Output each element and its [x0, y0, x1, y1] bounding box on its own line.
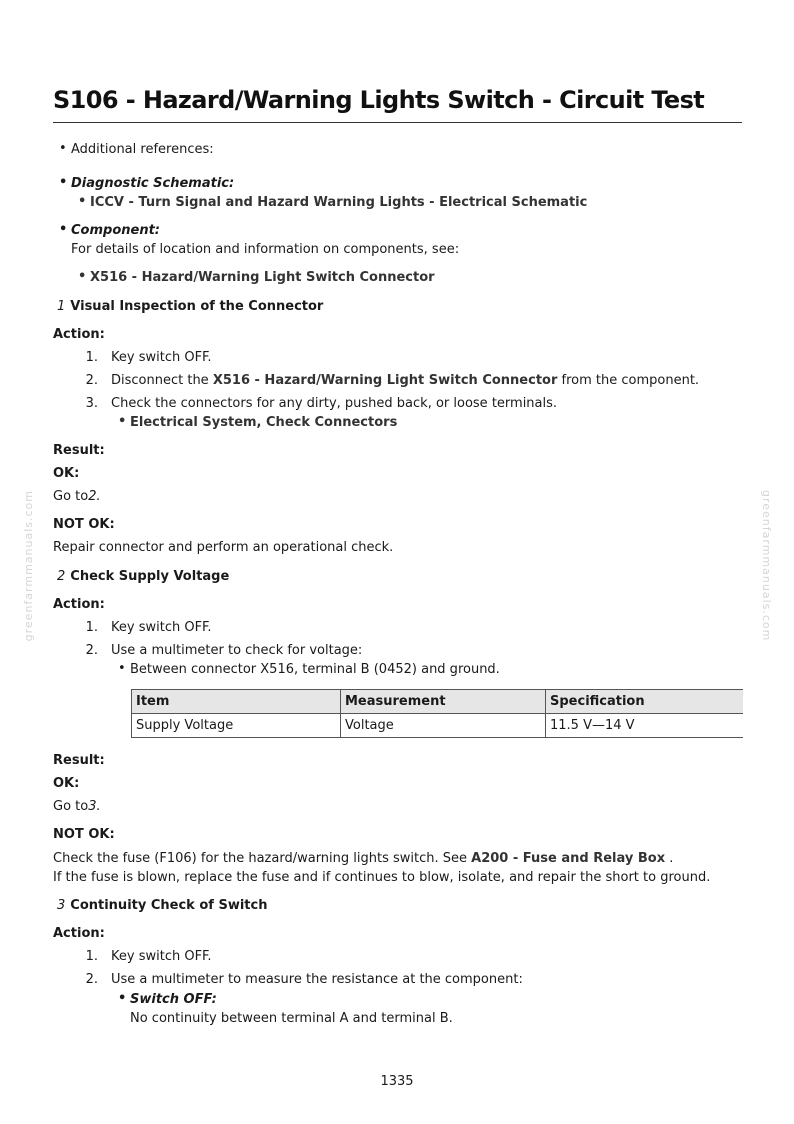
page-title: S106 - Hazard/Warning Lights Switch - Circuit Test [53, 86, 705, 114]
step-1-item-1: Key switch OFF. [111, 350, 212, 365]
step-2-item-1-number: 1. [85, 620, 98, 635]
table-cell: Voltage [341, 714, 546, 738]
fuse-relay-box-link[interactable]: A200 - Fuse and Relay Box [471, 851, 666, 866]
additional-references: • Additional references: [71, 142, 214, 157]
step-1-heading [57, 299, 323, 314]
table-cell: Supply Voltage [132, 714, 341, 738]
document-page [53, 0, 742, 1124]
step-1-notok-label: NOT OK: [53, 517, 115, 532]
step-2-number: 2 [57, 569, 66, 584]
watermark-right: greenfarmmanuals.com [760, 490, 773, 642]
step-2-notok-pre: Check the fuse (F106) for the hazard/warning lights switch. See [53, 851, 472, 866]
table-header-cell: Measurement [341, 690, 546, 714]
step-1-item-1-number: 1. [85, 350, 98, 365]
step-1-item-3-number: 3. [85, 396, 98, 411]
step-1-ok-text [53, 489, 101, 504]
step-2-ok-text [53, 799, 101, 814]
step-2-item-2: Use a multimeter to check for voltage: [111, 643, 363, 658]
step-1-item-2 [111, 373, 699, 388]
step-1-action-label: Action: [53, 327, 105, 342]
step-2-notok-label: NOT OK: [53, 827, 115, 842]
component-link[interactable]: • X516 - Hazard/Warning Light Switch Connector [90, 270, 435, 285]
page-number: 1335 [380, 1074, 414, 1089]
switch-off-text: No continuity between terminal A and terminal B. [130, 1011, 453, 1026]
component-text: For details of location and information on components, see: [71, 242, 460, 257]
step-1-title: Visual Inspection of the Connector [70, 299, 324, 314]
step-2-item-2-sub: • Between connector X516, terminal B (0452) and ground. [130, 662, 500, 677]
step-2-notok-line-2: If the fuse is blown, replace the fuse and if continues to blow, isolate, and repair the short to ground. [53, 870, 711, 885]
step-2-title: Check Supply Voltage [70, 569, 230, 584]
step-2-notok-post: . [665, 851, 674, 866]
step-3-item-2: Use a multimeter to measure the resistance at the component: [111, 972, 523, 987]
step-2-ok-label: OK: [53, 776, 80, 791]
step-3-item-1: Key switch OFF. [111, 949, 212, 964]
table-header-cell: Item [132, 690, 341, 714]
step-1-item-2-number: 2. [85, 373, 98, 388]
switch-off-heading: • Switch OFF: [130, 992, 217, 1007]
step-1-result-label: Result: [53, 443, 105, 458]
specification-table [131, 689, 743, 738]
step-3-number: 3 [57, 898, 66, 913]
step-3-item-2-number: 2. [85, 972, 98, 987]
table-cell: 11.5 V—14 V [546, 714, 744, 738]
component-heading: • Component: [71, 223, 160, 238]
step-2-item-1: Key switch OFF. [111, 620, 212, 635]
check-connectors-link[interactable]: • Electrical System, Check Connectors [130, 415, 397, 430]
watermark-left: greenfarmmanuals.com [22, 490, 35, 642]
step-1-notok-text: Repair connector and perform an operational check. [53, 540, 394, 555]
step-2-heading [57, 569, 229, 584]
step-1-ok-pre: Go to [53, 489, 89, 504]
step-2-ok-ref[interactable]: 3. [88, 799, 101, 814]
step-3-heading [57, 898, 267, 913]
step-1-number: 1 [57, 299, 66, 314]
step-2-action-label: Action: [53, 597, 105, 612]
x516-connector-link[interactable]: X516 - Hazard/Warning Light Switch Connector [212, 373, 558, 388]
step-1-ok-label: OK: [53, 466, 80, 481]
step-1-item-2-post: from the component. [557, 373, 700, 388]
step-1-item-2-pre: Disconnect the [111, 373, 213, 388]
step-3-action-label: Action: [53, 926, 105, 941]
table-header-row [132, 690, 744, 714]
diagnostic-schematic-heading: • Diagnostic Schematic: [71, 176, 234, 191]
step-2-notok-line-1 [53, 851, 673, 866]
diagnostic-schematic-link[interactable]: • ICCV - Turn Signal and Hazard Warning Lights - Electrical Schematic [90, 195, 587, 210]
step-3-title: Continuity Check of Switch [70, 898, 268, 913]
step-2-item-2-number: 2. [85, 643, 98, 658]
step-1-item-3: Check the connectors for any dirty, pushed back, or loose terminals. [111, 396, 558, 411]
table-header-cell: Specification [546, 690, 744, 714]
table-row [132, 714, 744, 738]
step-1-ok-ref[interactable]: 2. [88, 489, 101, 504]
step-2-result-label: Result: [53, 753, 105, 768]
title-divider [53, 122, 742, 123]
step-2-ok-pre: Go to [53, 799, 89, 814]
step-3-item-1-number: 1. [85, 949, 98, 964]
